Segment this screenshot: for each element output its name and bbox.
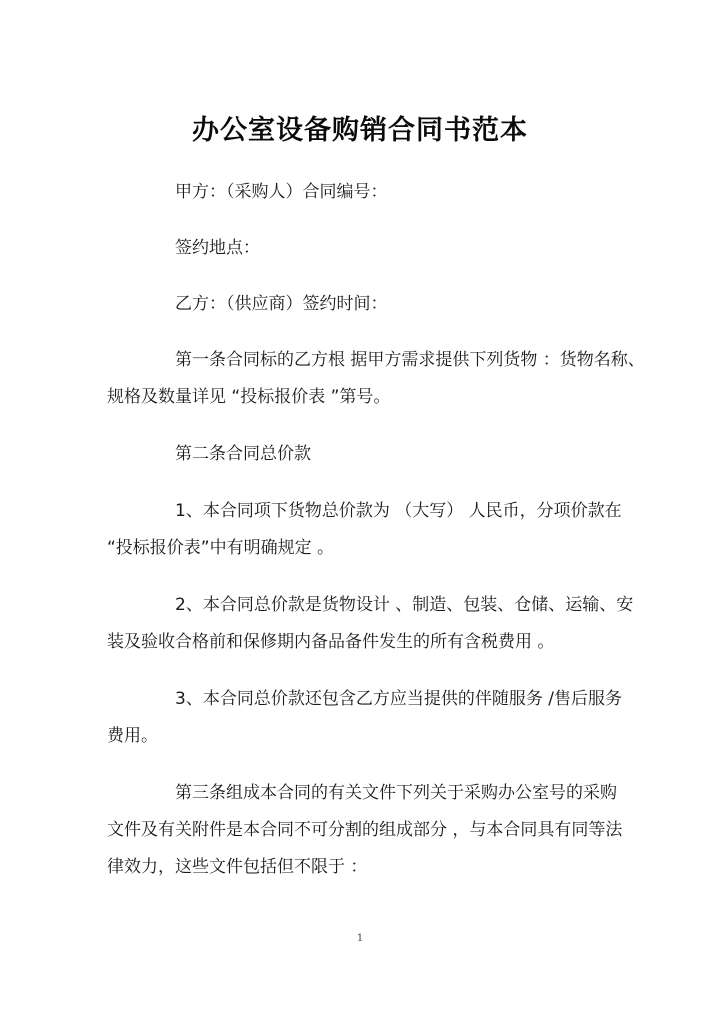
document-title: 办公室设备购销合同书范本 bbox=[192, 115, 528, 146]
article-3-line-2: 文件及有关附件是本合同不可分割的组成部分 ，与本合同具有同等法 bbox=[107, 820, 623, 840]
article-3-line-1: 第三条组成本合同的有关文件下列关于采购办公室号的采购 bbox=[175, 783, 617, 803]
clause-2-3-line-2: 费用。 bbox=[107, 726, 158, 746]
page-number: 1 bbox=[356, 933, 364, 944]
clause-2-3-line-1: 3、本合同总价款还包含乙方应当提供的伴随服务 /售后服务 bbox=[175, 689, 622, 709]
clause-2-1-line-1: 1、本合同项下货物总价款为 （大写） 人民币，分项价款在 bbox=[175, 501, 622, 521]
signing-location-line: 签约地点： bbox=[175, 238, 260, 258]
article-1-line-2: 规格及数量详见 “投标报价表 ”第号。 bbox=[107, 387, 391, 407]
party-a-line: 甲方：（采购人）合同编号： bbox=[175, 182, 388, 202]
clause-2-2-line-2: 装及验收合格前和保修期内备品备件发生的所有含税费用 。 bbox=[107, 632, 555, 652]
clause-2-1-line-2: “投标报价表”中有明确规定 。 bbox=[107, 538, 335, 558]
party-b-line: 乙方：（供应商）签约时间： bbox=[175, 294, 388, 314]
article-3-line-3: 律效力，这些文件包括但不限于 ： bbox=[107, 857, 368, 877]
article-2-heading: 第二条合同总价款 bbox=[175, 444, 311, 464]
article-1-line-1: 第一条合同标的乙方根 据甲方需求提供下列货物 ：货物名称、 bbox=[175, 350, 645, 370]
clause-2-2-line-1: 2、本合同总价款是货物设计 、制造、包装、仓储、运输、安 bbox=[175, 595, 634, 615]
